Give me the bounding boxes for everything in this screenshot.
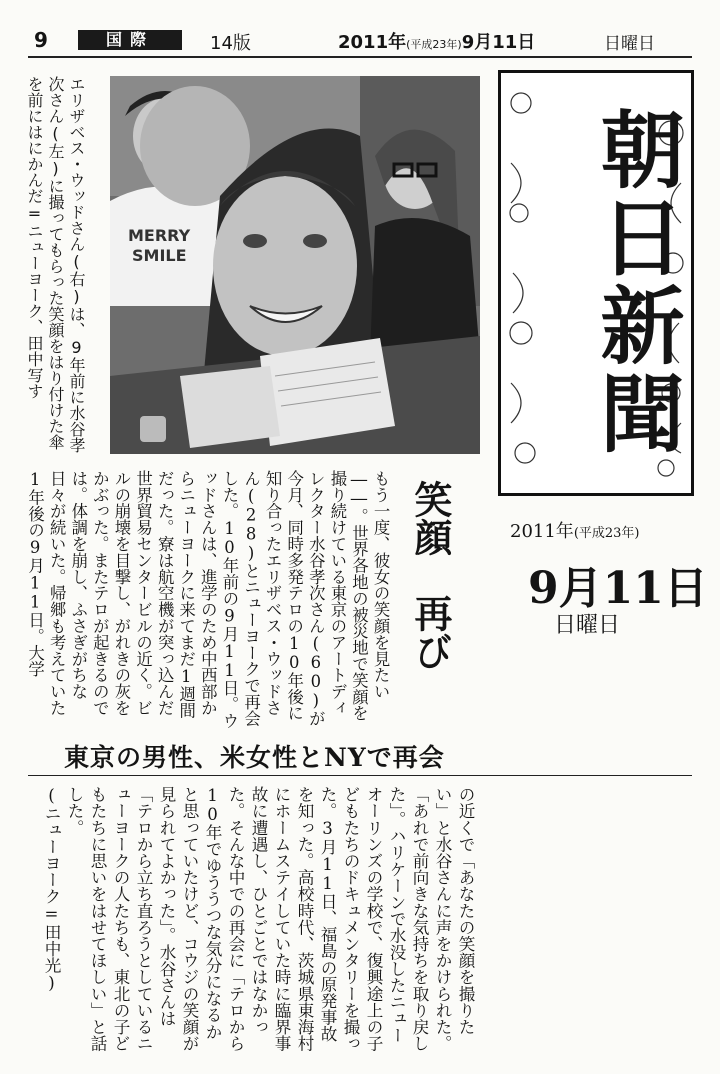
header-date xyxy=(338,28,535,54)
section-label: 国際 xyxy=(78,30,182,50)
header-date-year: 2011年 xyxy=(338,32,407,53)
date-weekday: 日曜日 xyxy=(554,613,621,638)
header-date-era: (平成23年) xyxy=(406,38,462,51)
article-body-lower-text: の近くで「あなたの笑顔を撮りたい」と水谷さんに声をかけられた。「あれで前向きな気持ちを取り戻した」。ハリケーンで水没したニューオーリンズの学校で、復興途上の子どもたちのドキュメンタリーを撮った。3月11日、福島の原発事故を知った。高校時代、茨城県東海村にホームステイしていた時に臨界事故に遭遇し、ひとごとではなかった。そんな中での再会に「テロから10年でゆううつな気分になるかと思っていたけど、コウジの笑顔が見られてよかった」。水谷さんは「テロから立ち直ろうとしているニューヨークの人たちも、東北の子どもたちに思いをはせてほしい」と話した。 xyxy=(65,786,475,1052)
subheadline-rule xyxy=(28,775,692,776)
date-era: (平成23年) xyxy=(573,526,640,541)
svg-text:MERRY: MERRY xyxy=(128,226,191,245)
article-body-upper: もう一度、彼女の笑顔を見たい――。世界各地の被災地で笑顔を撮り続けている東京のアートディレクター水谷孝次さん(60)が今月、同時多発テロの10年後に知り合ったエリザベス・ウッドさん(28)とニューヨークで再会した。10年前の9月11日。ウッドさんは、進学のため中西部からニューヨークに来てまだ1週間だった。寮は航空機が突っ込んだ世界貿易センタービルの近く。ビルの崩壊を目撃し、がれきの灰をかぶった。またテロが起きるのでは。体調を崩し、ふさぎがちな日々が続いた。帰郷も考えていた1年後の9月11日。大学 xyxy=(25,470,391,729)
headline: 笑顔 再び xyxy=(408,480,452,670)
article-body-lower xyxy=(40,786,477,1056)
svg-text:SMILE: SMILE xyxy=(132,246,187,265)
date-month-day: 9月11日 xyxy=(528,563,708,614)
edition-label: 14版 xyxy=(210,33,251,54)
date-year xyxy=(510,517,640,543)
header-rule xyxy=(28,56,692,58)
page-number: 9 xyxy=(34,28,48,52)
date-year-text: 2011年 xyxy=(510,521,574,542)
photo-illustration xyxy=(110,76,480,454)
photo-caption: エリザベス・ウッドさん(右)は、9年前に水谷孝次さん(左)に撮ってもらった笑顔をはり付けた傘を前にはにかんだ=ニューヨーク、田中写す xyxy=(25,76,86,453)
header-date-md: 9月11日 xyxy=(461,32,536,53)
byline: (ニューヨーク=田中光) xyxy=(42,786,61,993)
masthead-title: 朝日新聞 xyxy=(587,106,686,458)
subheadline: 東京の男性、米女性とNYで再会 xyxy=(64,743,445,772)
article-photo xyxy=(110,76,480,454)
header-weekday: 日曜日 xyxy=(604,34,655,54)
